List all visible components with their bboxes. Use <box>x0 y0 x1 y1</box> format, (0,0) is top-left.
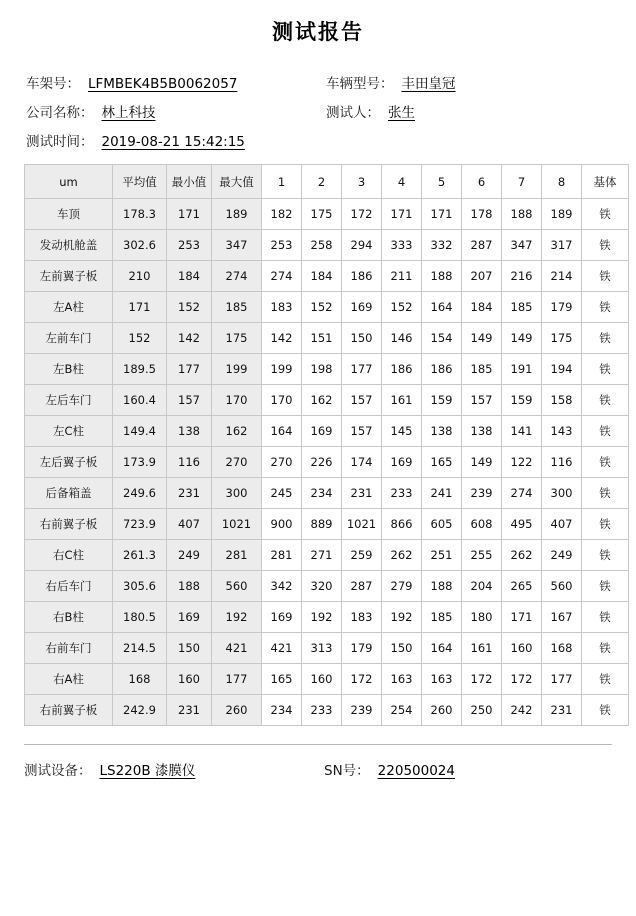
cell-measurement: 241 <box>422 478 462 509</box>
meta-row <box>26 101 610 121</box>
cell-average: 249.6 <box>113 478 167 509</box>
cell-minimum: 157 <box>167 385 212 416</box>
cell-measurement: 900 <box>262 509 302 540</box>
cell-measurement: 179 <box>342 633 382 664</box>
cell-measurement: 287 <box>342 571 382 602</box>
cell-measurement: 249 <box>542 540 582 571</box>
cell-maximum: 185 <box>212 292 262 323</box>
table-row <box>25 416 629 447</box>
cell-part-name: 左B柱 <box>25 354 113 385</box>
table-row <box>25 354 629 385</box>
cell-measurement: 164 <box>422 292 462 323</box>
meta-value: 林上科技 <box>101 105 156 121</box>
cell-minimum: 253 <box>167 230 212 261</box>
cell-measurement: 163 <box>382 664 422 695</box>
cell-measurement: 231 <box>342 478 382 509</box>
cell-maximum: 177 <box>212 664 262 695</box>
cell-measurement: 188 <box>502 199 542 230</box>
cell-measurement: 149 <box>502 323 542 354</box>
meta-value: LFMBEK4B5B0062057 <box>88 76 238 92</box>
meta-field-tester <box>326 101 610 121</box>
cell-average: 168 <box>113 664 167 695</box>
cell-measurement: 185 <box>502 292 542 323</box>
column-header: 平均值 <box>113 165 167 199</box>
cell-measurement: 242 <box>502 695 542 726</box>
cell-measurement: 183 <box>262 292 302 323</box>
meta-value: 220500024 <box>377 763 455 779</box>
meta-field-model <box>326 72 610 92</box>
cell-measurement: 149 <box>462 323 502 354</box>
cell-measurement: 165 <box>422 447 462 478</box>
cell-average: 152 <box>113 323 167 354</box>
cell-maximum: 162 <box>212 416 262 447</box>
cell-measurement: 154 <box>422 323 462 354</box>
cell-minimum: 169 <box>167 602 212 633</box>
cell-part-name: 右前车门 <box>25 633 113 664</box>
table-row <box>25 261 629 292</box>
cell-measurement: 262 <box>502 540 542 571</box>
cell-measurement: 214 <box>542 261 582 292</box>
cell-measurement: 254 <box>382 695 422 726</box>
cell-measurement: 172 <box>342 664 382 695</box>
cell-part-name: 后备箱盖 <box>25 478 113 509</box>
cell-measurement: 157 <box>342 416 382 447</box>
cell-measurement: 198 <box>302 354 342 385</box>
cell-measurement: 279 <box>382 571 422 602</box>
cell-average: 723.9 <box>113 509 167 540</box>
cell-measurement: 177 <box>342 354 382 385</box>
cell-measurement: 560 <box>542 571 582 602</box>
cell-measurement: 421 <box>262 633 302 664</box>
cell-part-name: 右B柱 <box>25 602 113 633</box>
cell-substrate: 铁 <box>582 633 629 664</box>
cell-substrate: 铁 <box>582 664 629 695</box>
report-page <box>0 16 636 916</box>
cell-maximum: 189 <box>212 199 262 230</box>
cell-measurement: 152 <box>302 292 342 323</box>
cell-measurement: 169 <box>302 416 342 447</box>
cell-minimum: 152 <box>167 292 212 323</box>
cell-substrate: 铁 <box>582 385 629 416</box>
table-row <box>25 447 629 478</box>
footer-field-sn <box>324 759 612 779</box>
cell-minimum: 171 <box>167 199 212 230</box>
cell-measurement: 300 <box>542 478 582 509</box>
table-row <box>25 199 629 230</box>
cell-measurement: 160 <box>502 633 542 664</box>
cell-substrate: 铁 <box>582 447 629 478</box>
cell-measurement: 164 <box>422 633 462 664</box>
meta-section <box>26 72 610 150</box>
cell-maximum: 1021 <box>212 509 262 540</box>
cell-measurement: 216 <box>502 261 542 292</box>
column-header: 2 <box>302 165 342 199</box>
cell-measurement: 182 <box>262 199 302 230</box>
cell-maximum: 260 <box>212 695 262 726</box>
cell-average: 149.4 <box>113 416 167 447</box>
cell-substrate: 铁 <box>582 540 629 571</box>
cell-measurement: 192 <box>302 602 342 633</box>
cell-part-name: 右后车门 <box>25 571 113 602</box>
cell-measurement: 174 <box>342 447 382 478</box>
cell-measurement: 333 <box>382 230 422 261</box>
cell-measurement: 145 <box>382 416 422 447</box>
cell-measurement: 274 <box>502 478 542 509</box>
cell-measurement: 260 <box>422 695 462 726</box>
column-header: um <box>25 165 113 199</box>
column-header: 8 <box>542 165 582 199</box>
cell-measurement: 265 <box>502 571 542 602</box>
meta-field-vin <box>26 72 326 92</box>
cell-minimum: 231 <box>167 695 212 726</box>
meta-field-test-time <box>26 130 326 150</box>
cell-measurement: 157 <box>462 385 502 416</box>
cell-maximum: 192 <box>212 602 262 633</box>
cell-measurement: 170 <box>262 385 302 416</box>
cell-average: 261.3 <box>113 540 167 571</box>
table-row <box>25 230 629 261</box>
cell-substrate: 铁 <box>582 354 629 385</box>
cell-measurement: 186 <box>382 354 422 385</box>
table-row <box>25 540 629 571</box>
cell-measurement: 151 <box>302 323 342 354</box>
cell-minimum: 188 <box>167 571 212 602</box>
cell-measurement: 183 <box>342 602 382 633</box>
meta-value: LS220B 漆膜仪 <box>99 763 196 779</box>
cell-average: 305.6 <box>113 571 167 602</box>
table-row <box>25 602 629 633</box>
measurement-table <box>24 164 629 726</box>
cell-minimum: 177 <box>167 354 212 385</box>
meta-label: 测试人： <box>326 105 380 121</box>
meta-value: 2019-08-21 15:42:15 <box>101 134 245 150</box>
cell-part-name: 左后车门 <box>25 385 113 416</box>
cell-measurement: 184 <box>462 292 502 323</box>
cell-maximum: 175 <box>212 323 262 354</box>
cell-measurement: 177 <box>542 664 582 695</box>
table-row <box>25 633 629 664</box>
cell-part-name: 右前翼子板 <box>25 509 113 540</box>
cell-minimum: 231 <box>167 478 212 509</box>
cell-measurement: 122 <box>502 447 542 478</box>
column-header: 4 <box>382 165 422 199</box>
cell-measurement: 164 <box>262 416 302 447</box>
cell-part-name: 左A柱 <box>25 292 113 323</box>
cell-measurement: 495 <box>502 509 542 540</box>
cell-measurement: 159 <box>502 385 542 416</box>
cell-measurement: 287 <box>462 230 502 261</box>
cell-measurement: 178 <box>462 199 502 230</box>
cell-average: 210 <box>113 261 167 292</box>
cell-substrate: 铁 <box>582 230 629 261</box>
cell-measurement: 274 <box>262 261 302 292</box>
cell-minimum: 138 <box>167 416 212 447</box>
meta-value: 张生 <box>388 105 415 121</box>
cell-measurement: 342 <box>262 571 302 602</box>
meta-label: SN号： <box>324 763 370 779</box>
cell-measurement: 141 <box>502 416 542 447</box>
cell-measurement: 175 <box>302 199 342 230</box>
page-title: 测试报告 <box>272 20 364 44</box>
cell-measurement: 163 <box>422 664 462 695</box>
cell-measurement: 157 <box>342 385 382 416</box>
cell-measurement: 150 <box>342 323 382 354</box>
cell-measurement: 347 <box>502 230 542 261</box>
cell-measurement: 138 <box>462 416 502 447</box>
cell-measurement: 605 <box>422 509 462 540</box>
cell-part-name: 右A柱 <box>25 664 113 695</box>
column-header: 最小值 <box>167 165 212 199</box>
cell-measurement: 161 <box>462 633 502 664</box>
cell-substrate: 铁 <box>582 478 629 509</box>
cell-measurement: 204 <box>462 571 502 602</box>
cell-measurement: 255 <box>462 540 502 571</box>
cell-measurement: 192 <box>382 602 422 633</box>
table-row <box>25 664 629 695</box>
meta-label: 测试设备： <box>24 763 92 779</box>
cell-substrate: 铁 <box>582 695 629 726</box>
cell-measurement: 179 <box>542 292 582 323</box>
cell-maximum: 270 <box>212 447 262 478</box>
cell-measurement: 161 <box>382 385 422 416</box>
cell-part-name: 发动机舱盖 <box>25 230 113 261</box>
cell-measurement: 226 <box>302 447 342 478</box>
cell-measurement: 239 <box>462 478 502 509</box>
cell-minimum: 150 <box>167 633 212 664</box>
cell-measurement: 253 <box>262 230 302 261</box>
meta-label: 测试时间： <box>26 134 94 150</box>
cell-measurement: 188 <box>422 261 462 292</box>
cell-measurement: 142 <box>262 323 302 354</box>
cell-average: 160.4 <box>113 385 167 416</box>
cell-measurement: 172 <box>462 664 502 695</box>
cell-measurement: 175 <box>542 323 582 354</box>
table-row <box>25 571 629 602</box>
cell-measurement: 185 <box>462 354 502 385</box>
cell-measurement: 169 <box>382 447 422 478</box>
meta-label: 车架号： <box>26 76 80 92</box>
cell-measurement: 186 <box>342 261 382 292</box>
cell-minimum: 184 <box>167 261 212 292</box>
meta-row <box>26 72 610 92</box>
cell-measurement: 258 <box>302 230 342 261</box>
table-row <box>25 292 629 323</box>
cell-measurement: 169 <box>262 602 302 633</box>
table-row <box>25 695 629 726</box>
cell-maximum: 560 <box>212 571 262 602</box>
cell-maximum: 281 <box>212 540 262 571</box>
cell-measurement: 245 <box>262 478 302 509</box>
cell-measurement: 143 <box>542 416 582 447</box>
column-header: 3 <box>342 165 382 199</box>
cell-measurement: 149 <box>462 447 502 478</box>
cell-part-name: 左前车门 <box>25 323 113 354</box>
cell-measurement: 152 <box>382 292 422 323</box>
meta-row <box>26 130 610 150</box>
cell-part-name: 左后翼子板 <box>25 447 113 478</box>
cell-measurement: 188 <box>422 571 462 602</box>
cell-measurement: 407 <box>542 509 582 540</box>
cell-measurement: 608 <box>462 509 502 540</box>
cell-measurement: 158 <box>542 385 582 416</box>
cell-measurement: 320 <box>302 571 342 602</box>
cell-substrate: 铁 <box>582 509 629 540</box>
cell-measurement: 313 <box>302 633 342 664</box>
cell-measurement: 251 <box>422 540 462 571</box>
cell-measurement: 185 <box>422 602 462 633</box>
table-row <box>25 478 629 509</box>
column-header: 7 <box>502 165 542 199</box>
cell-measurement: 866 <box>382 509 422 540</box>
cell-minimum: 407 <box>167 509 212 540</box>
cell-measurement: 234 <box>302 478 342 509</box>
cell-measurement: 271 <box>302 540 342 571</box>
cell-measurement: 171 <box>422 199 462 230</box>
cell-substrate: 铁 <box>582 416 629 447</box>
cell-minimum: 142 <box>167 323 212 354</box>
cell-measurement: 233 <box>302 695 342 726</box>
cell-measurement: 194 <box>542 354 582 385</box>
cell-measurement: 233 <box>382 478 422 509</box>
cell-part-name: 右前翼子板 <box>25 695 113 726</box>
cell-measurement: 150 <box>382 633 422 664</box>
cell-measurement: 162 <box>302 385 342 416</box>
column-header: 5 <box>422 165 462 199</box>
footer-field-device <box>24 759 324 779</box>
cell-measurement: 1021 <box>342 509 382 540</box>
cell-measurement: 250 <box>462 695 502 726</box>
meta-field-company <box>26 101 326 121</box>
cell-substrate: 铁 <box>582 602 629 633</box>
cell-measurement: 211 <box>382 261 422 292</box>
cell-maximum: 421 <box>212 633 262 664</box>
column-header: 1 <box>262 165 302 199</box>
column-header: 最大值 <box>212 165 262 199</box>
cell-measurement: 281 <box>262 540 302 571</box>
cell-measurement: 234 <box>262 695 302 726</box>
cell-minimum: 116 <box>167 447 212 478</box>
cell-substrate: 铁 <box>582 323 629 354</box>
cell-measurement: 317 <box>542 230 582 261</box>
cell-part-name: 车顶 <box>25 199 113 230</box>
cell-average: 178.3 <box>113 199 167 230</box>
cell-measurement: 231 <box>542 695 582 726</box>
cell-measurement: 171 <box>382 199 422 230</box>
cell-substrate: 铁 <box>582 571 629 602</box>
cell-maximum: 274 <box>212 261 262 292</box>
cell-average: 171 <box>113 292 167 323</box>
meta-label: 公司名称： <box>26 105 94 121</box>
cell-measurement: 191 <box>502 354 542 385</box>
cell-average: 189.5 <box>113 354 167 385</box>
table-row <box>25 323 629 354</box>
cell-average: 180.5 <box>113 602 167 633</box>
cell-measurement: 171 <box>502 602 542 633</box>
cell-minimum: 249 <box>167 540 212 571</box>
table-header-row <box>25 165 629 199</box>
cell-measurement: 172 <box>342 199 382 230</box>
column-header: 基体 <box>582 165 629 199</box>
cell-average: 214.5 <box>113 633 167 664</box>
cell-measurement: 116 <box>542 447 582 478</box>
cell-minimum: 160 <box>167 664 212 695</box>
cell-measurement: 160 <box>302 664 342 695</box>
cell-measurement: 165 <box>262 664 302 695</box>
cell-measurement: 186 <box>422 354 462 385</box>
cell-measurement: 167 <box>542 602 582 633</box>
meta-value: 丰田皇冠 <box>401 76 456 92</box>
cell-maximum: 347 <box>212 230 262 261</box>
cell-measurement: 239 <box>342 695 382 726</box>
cell-measurement: 138 <box>422 416 462 447</box>
cell-measurement: 146 <box>382 323 422 354</box>
cell-part-name: 左前翼子板 <box>25 261 113 292</box>
cell-measurement: 172 <box>502 664 542 695</box>
cell-substrate: 铁 <box>582 261 629 292</box>
cell-measurement: 199 <box>262 354 302 385</box>
cell-substrate: 铁 <box>582 199 629 230</box>
cell-measurement: 332 <box>422 230 462 261</box>
cell-part-name: 左C柱 <box>25 416 113 447</box>
cell-average: 302.6 <box>113 230 167 261</box>
cell-measurement: 159 <box>422 385 462 416</box>
cell-measurement: 169 <box>342 292 382 323</box>
cell-measurement: 262 <box>382 540 422 571</box>
cell-measurement: 180 <box>462 602 502 633</box>
cell-measurement: 189 <box>542 199 582 230</box>
table-body <box>25 199 629 726</box>
cell-measurement: 889 <box>302 509 342 540</box>
cell-measurement: 168 <box>542 633 582 664</box>
cell-maximum: 300 <box>212 478 262 509</box>
cell-measurement: 207 <box>462 261 502 292</box>
cell-measurement: 259 <box>342 540 382 571</box>
table-row <box>25 509 629 540</box>
cell-average: 242.9 <box>113 695 167 726</box>
table-row <box>25 385 629 416</box>
cell-maximum: 199 <box>212 354 262 385</box>
cell-maximum: 170 <box>212 385 262 416</box>
cell-measurement: 184 <box>302 261 342 292</box>
column-header: 6 <box>462 165 502 199</box>
cell-substrate: 铁 <box>582 292 629 323</box>
footer-section <box>24 744 612 779</box>
cell-measurement: 270 <box>262 447 302 478</box>
cell-average: 173.9 <box>113 447 167 478</box>
meta-label: 车辆型号： <box>326 76 394 92</box>
cell-measurement: 294 <box>342 230 382 261</box>
cell-part-name: 右C柱 <box>25 540 113 571</box>
